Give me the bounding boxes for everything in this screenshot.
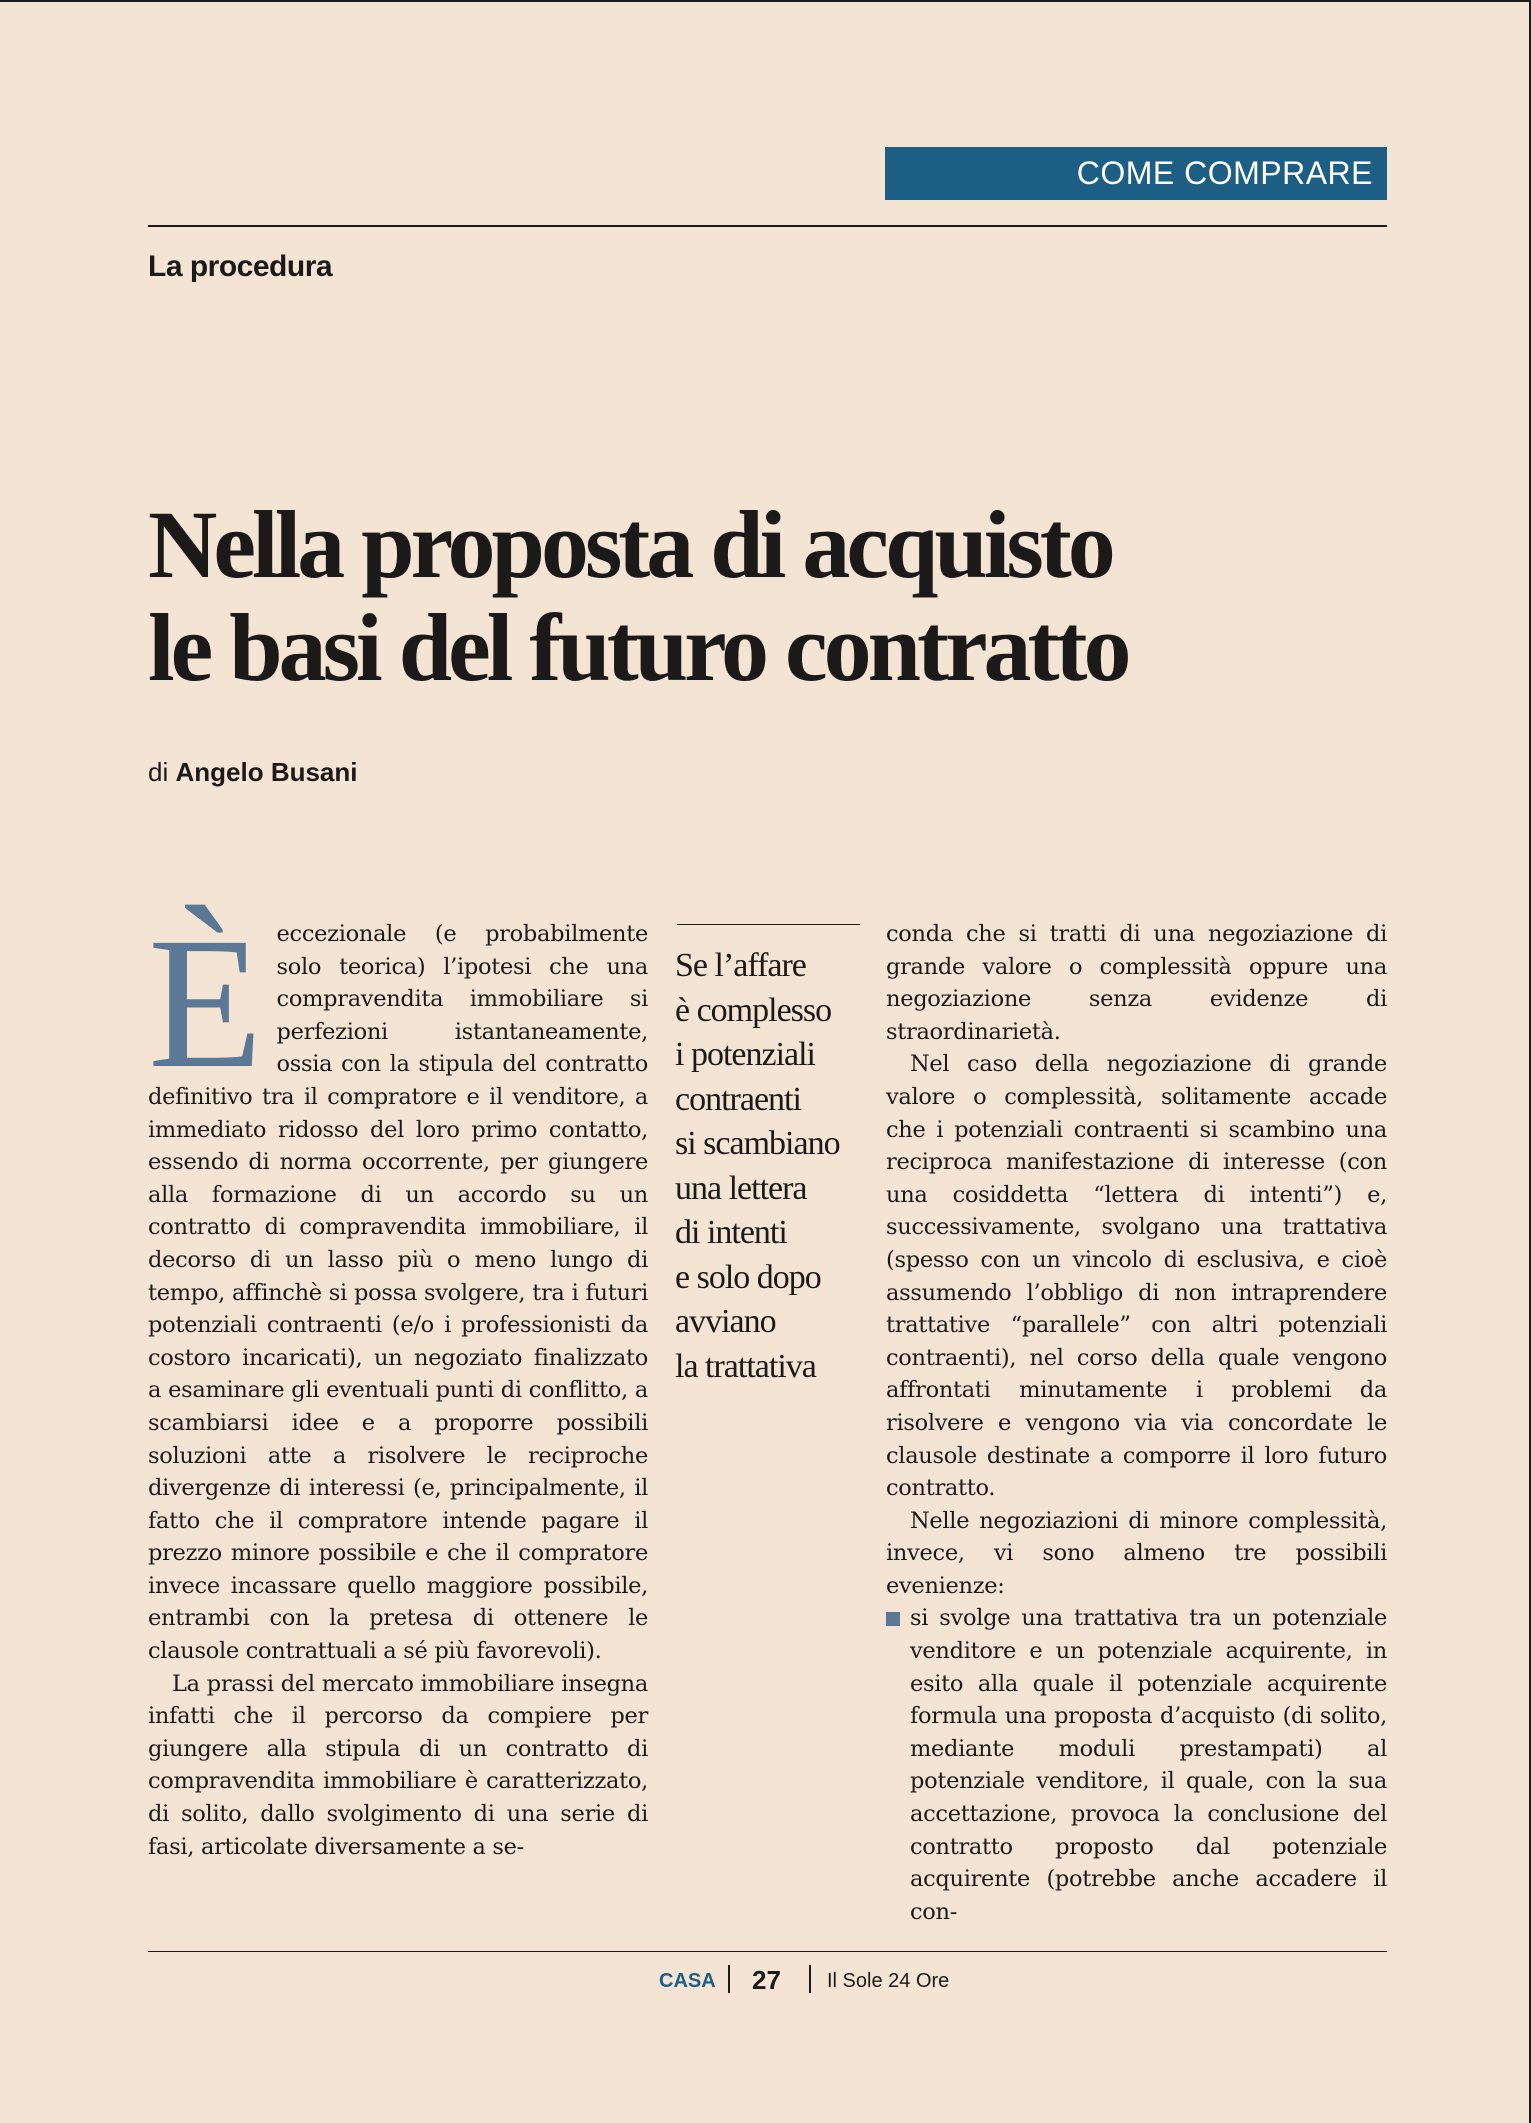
paragraph <box>148 898 648 1668</box>
pullquote-line: contraenti <box>675 1080 801 1118</box>
headline-line-1: Nella proposta di acquisto <box>148 491 1112 598</box>
pullquote-line: si scambiano <box>675 1125 840 1162</box>
paragraph: Nel caso della negoziazione di grande valore o complessità, solitamente accade che i potenziali contraenti si scambino una reciproca manifestazione di interesse (con una cosiddetta “lettera di intenti”) e, successivamente, svolgano una trattativa (spesso con un vincolo di esclusiva, e cioè assumendo l’obbligo di non intraprendere trattative “parallele” con altri potenziali contraenti), nel corso della quale vengono affrontati minutamente i problemi da risolvere e vengono via via concordate le clausole destinate a comporre il loro futuro contratto. <box>886 1051 1387 1502</box>
paragraph-text: eccezionale (e probabilmente solo teorica) l’ipotesi che una compravendita immobiliare si perfezioni istantaneamente, ossia con la stipula del contratto definitivo tra il compratore e il venditore, a immediato ridosso del loro primo contatto, essendo di norma occorrente, per giungere alla formazione di un accordo su un contratto di compravendita immobiliare, il decorso di un lasso più o meno lungo di tempo, affinchè si possa svolgere, tra i futuri potenziali contraenti (e/o i professionisti da costoro incaricati), un negoziato finalizzato a esaminare gli eventuali punti di conflitto, a scambiarsi idee e a proporre possibili soluzioni atte a risolvere le reciproche divergenze di interessi (e, principalmente, il fatto che il compratore intende pagare il prezzo minore possibile e che il compratore invece incassare quello maggiore possibile, entrambi con la pretesa di ottenere le clausole contrattuali a sé più favorevoli). <box>148 921 648 1665</box>
square-bullet-icon <box>886 1612 900 1626</box>
article-column-3 <box>886 918 1387 1928</box>
paragraph: conda che si tratti di una negoziazione di grande valore o complessità oppure una negoziazione senza evidenze di straordinarietà. <box>886 921 1387 1045</box>
page-border-top <box>0 0 1531 2</box>
bullet-text: si svolge una trattativa tra un potenziale venditore e un potenziale acquirente, in esito alla quale il potenziale acquirente formula una proposta d’acquisto (di solito, mediante moduli prestampati) al potenziale venditore, il quale, con la sua accettazione, provoca la conclusione del contratto proposto dal potenziale acquirente (potrebbe anche accadere il con- <box>910 1605 1387 1925</box>
headline <box>148 493 1387 699</box>
article-column-1 <box>148 898 648 1863</box>
byline <box>148 757 358 788</box>
publication-name: Il Sole 24 Ore <box>827 1970 950 1992</box>
paragraph: La prassi del mercato immobiliare insegna infatti che il percorso da compiere per giungere alla stipula di un contratto di compravendita immobiliare è caratterizzato, di solito, dallo svolgimento di una serie di fasi, articolate diversamente a se- <box>148 1670 648 1860</box>
pullquote-rule <box>677 924 860 925</box>
pullquote-line: i potenziali <box>675 1036 816 1073</box>
pullquote-line: di intenti <box>675 1214 787 1251</box>
bullet-item <box>886 1602 1387 1928</box>
section-tag: COME COMPRARE <box>885 147 1387 200</box>
pullquote-line: avviano <box>675 1303 776 1340</box>
headline-line-2: le basi del futuro contratto <box>148 594 1128 701</box>
pullquote-line: la trattativa <box>675 1347 816 1385</box>
paragraph: Nelle negoziazioni di minore complessità, invece, vi sono almeno tre possibili evenienze: <box>886 1507 1387 1599</box>
footer-section: CASA <box>659 1970 716 1992</box>
page-footer <box>0 1963 1531 2003</box>
footer-separator <box>809 1965 811 1993</box>
kicker: La procedura <box>148 250 333 283</box>
pullquote-line: una lettera <box>675 1169 807 1207</box>
page-number: 27 <box>752 1965 781 1995</box>
top-divider <box>148 225 1387 227</box>
footer-separator <box>728 1965 730 1993</box>
author-name: Angelo Busani <box>175 757 358 787</box>
pullquote-line: è complesso <box>675 991 832 1029</box>
drop-cap: È <box>148 898 263 1107</box>
pullquote-line: Se l’affare <box>675 947 806 984</box>
pullquote <box>675 944 875 1389</box>
byline-prefix: di <box>148 757 169 787</box>
bottom-divider <box>148 1951 1387 1952</box>
pullquote-line: e solo dopo <box>675 1258 821 1296</box>
